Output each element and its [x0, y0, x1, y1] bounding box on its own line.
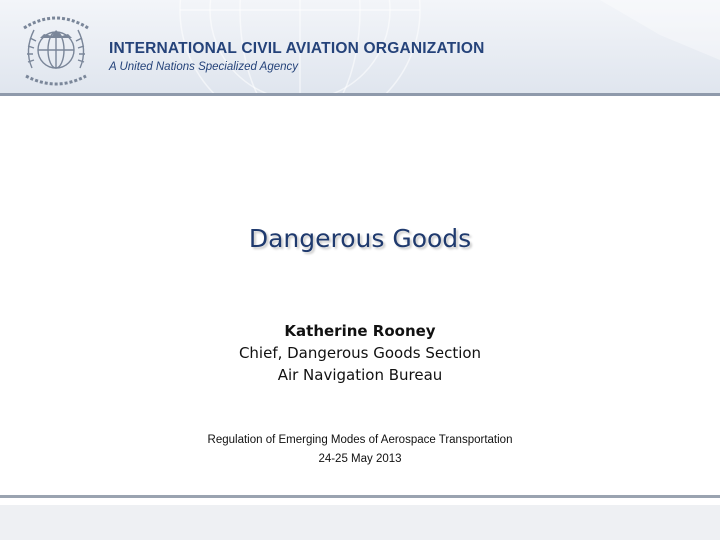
event-name: Regulation of Emerging Modes of Aerospace Transportation: [207, 434, 513, 446]
event-dates: 24-25 May 2013: [318, 453, 402, 465]
header-banner: [0, 0, 720, 96]
footer-band: [0, 505, 720, 540]
event-block: [0, 431, 720, 469]
presenter-unit: Air Navigation Bureau: [277, 366, 443, 384]
presenter-name: Katherine Rooney: [284, 322, 436, 340]
header-divider: [0, 93, 720, 96]
presenter-block: [0, 320, 720, 386]
org-name: INTERNATIONAL CIVIL AVIATION ORGANIZATION: [109, 40, 485, 57]
presenter-role: Chief, Dangerous Goods Section: [238, 344, 482, 362]
footer-divider: [0, 495, 720, 498]
org-subtitle: A United Nations Specialized Agency: [109, 61, 299, 73]
icao-emblem-icon: [10, 10, 102, 90]
slide-title: Dangerous Goods: [248, 224, 472, 253]
